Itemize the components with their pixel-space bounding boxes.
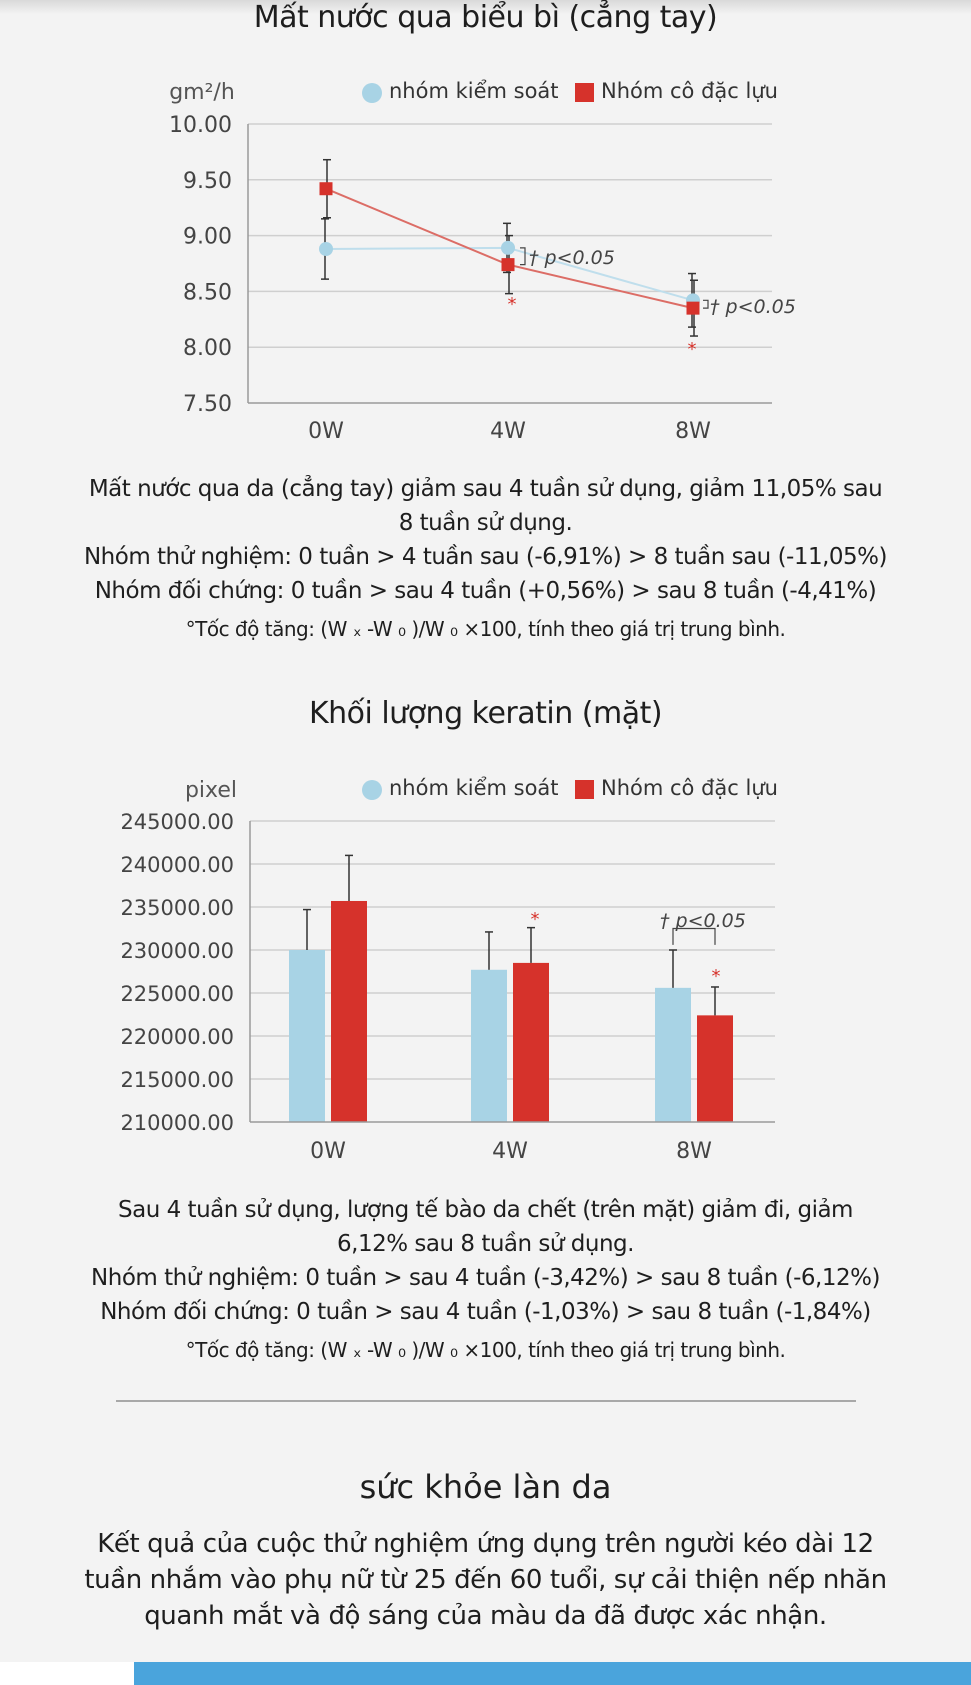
y-tick-label: 215000.00 bbox=[120, 1068, 234, 1092]
keratin-desc-line: Sau 4 tuần sử dụng, lượng tế bào da chết (trên mặt) giảm đi, giảm 6,12% sau 8 tuần sử dụng. bbox=[118, 1197, 853, 1257]
keratin-description bbox=[80, 1193, 891, 1367]
y-tick-label: 8.00 bbox=[183, 336, 232, 362]
keratin-desc-note: °Tốc độ tăng: (W ₓ -W ₀ )/W ₀ ×100, tính theo giá trị trung bình. bbox=[185, 1338, 786, 1362]
skin-health-text: Kết quả của cuộc thử nghiệm ứng dụng trên người kéo dài 12 tuần nhắm vào phụ nữ từ 25 đến 60 tuổi, sự cải thiện nếp nhăn quanh mắt và độ sáng của màu da đã được xác nhận. bbox=[84, 1529, 887, 1631]
control-point bbox=[319, 242, 333, 256]
y-tick-label: 225000.00 bbox=[120, 982, 234, 1006]
tewl-desc-line: Nhóm đối chứng: 0 tuần > sau 4 tuần (+0,56%) > sau 8 tuần (-4,41%) bbox=[94, 578, 877, 604]
legend-treatment-marker bbox=[575, 780, 594, 799]
section-divider bbox=[116, 1400, 856, 1402]
significance-star-4w: * bbox=[507, 294, 517, 315]
control-bar bbox=[655, 988, 691, 1122]
keratin-bar-chart bbox=[0, 760, 971, 1180]
treatment-bar bbox=[331, 901, 367, 1122]
tewl-chart-title: Mất nước qua biểu bì (cẳng tay) bbox=[253, 0, 718, 35]
x-tick-label: 4W bbox=[490, 419, 526, 444]
legend-control-marker bbox=[362, 780, 382, 800]
keratin-chart-title: Khối lượng keratin (mặt) bbox=[308, 696, 663, 731]
pvalue-annotation-8w: † p<0.05 bbox=[660, 910, 746, 932]
tewl-line-chart bbox=[0, 0, 971, 460]
bottom-tab[interactable] bbox=[0, 1662, 134, 1685]
y-tick-label: 220000.00 bbox=[120, 1025, 234, 1049]
treatment-bar bbox=[697, 1015, 733, 1122]
treatment-point bbox=[502, 258, 515, 271]
significance-star-8w: * bbox=[711, 966, 721, 987]
significance-star-8w: * bbox=[687, 339, 697, 360]
skin-health-title: sức khỏe làn da bbox=[359, 1468, 612, 1506]
y-tick-label: 210000.00 bbox=[120, 1111, 234, 1135]
keratin-desc-line: Nhóm đối chứng: 0 tuần > sau 4 tuần (-1,03%) > sau 8 tuần (-1,84%) bbox=[100, 1299, 871, 1325]
tewl-description bbox=[80, 472, 891, 646]
bottom-bar[interactable] bbox=[0, 1662, 971, 1685]
pvalue-bracket-8w bbox=[703, 300, 708, 308]
pvalue-annotation-8w: † p<0.05 bbox=[710, 296, 796, 318]
legend-control-label: nhóm kiểm soát bbox=[389, 79, 559, 103]
legend-control-label: nhóm kiểm soát bbox=[389, 776, 559, 800]
keratin-desc-line: Nhóm thử nghiệm: 0 tuần > sau 4 tuần (-3,42%) > sau 8 tuần (-6,12%) bbox=[91, 1265, 880, 1291]
x-tick-label: 8W bbox=[675, 419, 711, 444]
control-bar bbox=[471, 970, 507, 1122]
tewl-desc-line: Mất nước qua da (cẳng tay) giảm sau 4 tuần sử dụng, giảm 11,05% sau 8 tuần sử dụng. bbox=[88, 476, 883, 536]
x-tick-label: 0W bbox=[310, 1139, 346, 1164]
treatment-point bbox=[687, 302, 700, 315]
control-bar bbox=[289, 950, 325, 1122]
y-tick-label: 230000.00 bbox=[120, 939, 234, 963]
y-tick-label: 10.00 bbox=[169, 113, 232, 138]
y-tick-label: 8.50 bbox=[183, 280, 232, 306]
legend-treatment-label: Nhóm cô đặc lựu bbox=[601, 776, 778, 800]
y-tick-label: 245000.00 bbox=[120, 810, 234, 834]
legend-treatment-marker bbox=[575, 83, 594, 102]
treatment-point bbox=[320, 182, 333, 195]
keratin-unit-label: pixel bbox=[184, 778, 238, 803]
pvalue-annotation-4w: † p<0.05 bbox=[529, 247, 615, 269]
y-tick-label: 235000.00 bbox=[120, 896, 234, 920]
tewl-desc-line: Nhóm thử nghiệm: 0 tuần > 4 tuần sau (-6,91%) > 8 tuần sau (-11,05%) bbox=[83, 544, 888, 570]
significance-star-4w: * bbox=[530, 909, 540, 930]
y-tick-label: 7.50 bbox=[183, 392, 232, 417]
treatment-bar bbox=[513, 963, 549, 1122]
y-tick-label: 9.50 bbox=[183, 168, 232, 194]
y-tick-label: 240000.00 bbox=[120, 853, 234, 877]
x-tick-label: 4W bbox=[492, 1139, 528, 1164]
x-tick-label: 0W bbox=[308, 419, 344, 444]
control-point bbox=[501, 241, 515, 255]
tewl-desc-note: °Tốc độ tăng: (W ₓ -W ₀ )/W ₀ ×100, tính theo giá trị trung bình. bbox=[185, 617, 786, 641]
legend-control-marker bbox=[362, 83, 382, 103]
pvalue-bracket-4w bbox=[520, 248, 525, 265]
tewl-unit-label: gm²/h bbox=[169, 80, 235, 105]
x-tick-label: 8W bbox=[676, 1139, 712, 1164]
legend-treatment-label: Nhóm cô đặc lựu bbox=[601, 79, 778, 103]
y-tick-label: 9.00 bbox=[183, 224, 232, 250]
